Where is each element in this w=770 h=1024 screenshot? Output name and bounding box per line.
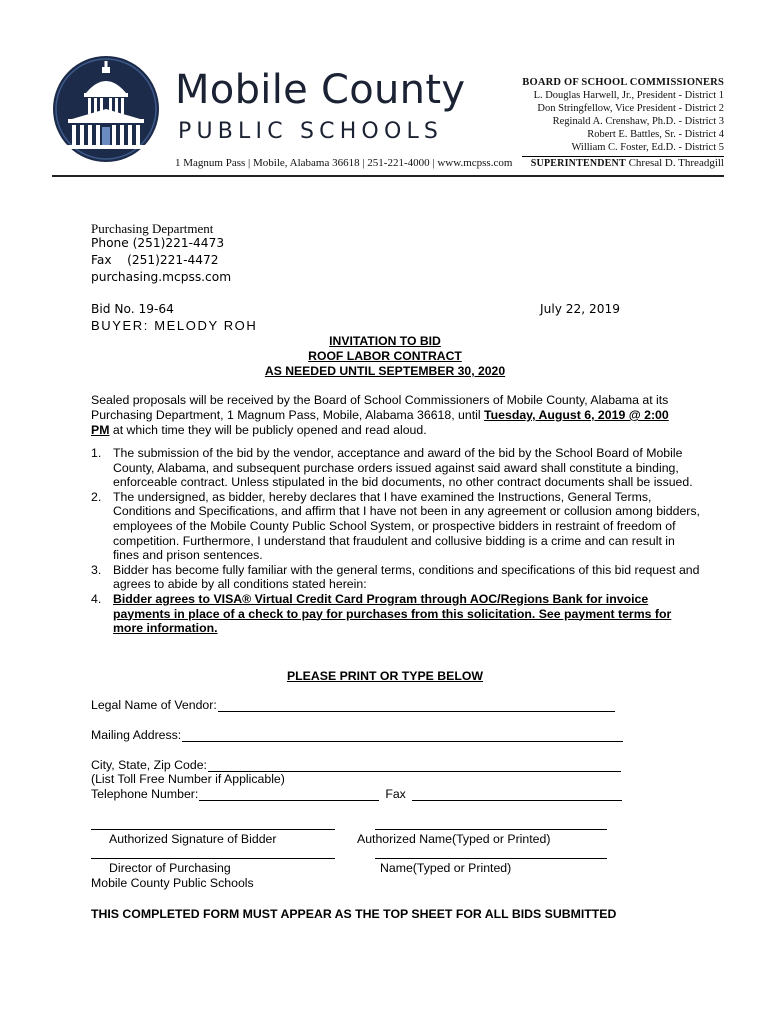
letterhead-divider	[52, 175, 724, 177]
term-item	[91, 562, 703, 592]
mcpss-capitol-logo	[52, 55, 160, 163]
term-text: Bidder agrees to VISA® Virtual Credit Card Program through AOC/Regions Bank for invoice payments in place of a check to pay for purchases from this solicitation. See payment terms for more information.	[113, 591, 672, 636]
mailing-address-label: Mailing Address:	[91, 728, 182, 742]
fax-field[interactable]	[412, 788, 622, 801]
term-text: The submission of the bid by the vendor, acceptance and award of the bid by the School Board of Mobile County, Alabama, and subsequent purchase orders issued against said award shall constitute a binding, enforceable contract. Unless stipulated in the bid documents, no other contract documents shall be issued.	[113, 446, 693, 490]
bid-number: Bid No. 19-64	[91, 302, 174, 316]
director-title: Director of Purchasing	[109, 861, 231, 875]
term-text: The undersigned, as bidder, hereby declares that I have examined the Instructions, General Terms, Conditions and Specifications, and affirm that I have not been in any agreement or collusion among bidders, employees of the Mobile County Public School System, or prospective bidders in restraint of freedom of competition. Furthermore, I understand that fraudulent and collusive bidding is a crime and can result in fines and prison sentences.	[113, 489, 700, 563]
authorized-signature-label: Authorized Signature of Bidder	[109, 832, 277, 846]
title-line: INVITATION TO BID	[329, 334, 441, 348]
director-signature-line	[91, 858, 335, 859]
terms-list	[91, 446, 703, 636]
city-state-zip-label: City, State, Zip Code:	[91, 758, 207, 772]
term-item	[91, 591, 703, 636]
superintendent-name: Chresal D. Threadgill	[628, 157, 724, 169]
legal-name-row	[91, 698, 615, 712]
authorized-name-line[interactable]	[375, 829, 607, 830]
bid-date: July 22, 2019	[540, 302, 621, 316]
term-text: Bidder has become fully familiar with the general terms, conditions and specifications of this bid request and agrees to abide by all conditions stated herein:	[113, 562, 700, 592]
term-number: 2.	[91, 489, 102, 504]
phone-fax-row	[91, 787, 622, 801]
telephone-label: Telephone Number:	[91, 787, 199, 801]
intro-text: Sealed proposals will be received by the Board of School Commissioners of Mobile County, Alabama at its Purchasing Department, 1 Magnum Pass, Mobile, Alabama 36618, until	[91, 393, 669, 422]
term-number: 4.	[91, 591, 102, 606]
board-member: Don Stringfellow, Vice President - District 2	[537, 103, 724, 114]
letterhead-address: 1 Magnum Pass | Mobile, Alabama 36618 | 251-221-4000 | www.mcpss.com	[175, 157, 513, 169]
intro-tail: at which time they will be publicly opened and read aloud.	[109, 423, 427, 437]
board-member: Robert E. Battles, Sr. - District 4	[587, 129, 724, 140]
superintendent-label: SUPERINTENDENT	[530, 158, 626, 169]
city-row	[91, 758, 621, 772]
intro-paragraph	[91, 393, 681, 438]
legal-name-label: Legal Name of Vendor:	[91, 698, 217, 712]
board-member: William C. Foster, Ed.D. - District 5	[571, 142, 724, 153]
term-number: 3.	[91, 562, 102, 577]
school-system-subname: PUBLIC SCHOOLS	[178, 119, 444, 144]
fax-number: Fax (251)221-4472	[91, 253, 219, 267]
purchasing-website: purchasing.mcpss.com	[91, 270, 232, 284]
title-line: ROOF LABOR CONTRACT	[308, 349, 462, 363]
director-name-line	[375, 858, 607, 859]
authorized-signature-line[interactable]	[91, 829, 335, 830]
title-line: AS NEEDED UNTIL SEPTEMBER 30, 2020	[264, 364, 506, 378]
director-name-label: Name(Typed or Printed)	[380, 861, 512, 875]
board-member: Reginald A. Crenshaw, Ph.D. - District 3	[552, 116, 724, 127]
telephone-field[interactable]	[199, 788, 379, 801]
mailing-row	[91, 728, 623, 742]
city-state-zip-field[interactable]	[208, 759, 621, 772]
board-of-commissioners	[522, 76, 724, 157]
top-sheet-notice: THIS COMPLETED FORM MUST APPEAR AS THE TOP SHEET FOR ALL BIDS SUBMITTED	[91, 907, 617, 921]
term-number: 1.	[91, 446, 102, 460]
fax-label: Fax	[385, 787, 406, 801]
authorized-name-label: Authorized Name(Typed or Printed)	[357, 832, 551, 846]
phone-number: Phone (251)221-4473	[91, 236, 225, 250]
superintendent	[531, 157, 724, 169]
board-member: L. Douglas Harwell, Jr., President - District 1	[533, 90, 724, 101]
school-system-name: Mobile County	[175, 67, 466, 113]
director-organization: Mobile County Public Schools	[91, 876, 254, 890]
bid-deadline: Tuesday, August 6, 2019 @ 2:00 PM	[91, 408, 669, 437]
invitation-title	[91, 334, 679, 379]
board-title: BOARD OF SCHOOL COMMISSIONERS	[522, 77, 724, 88]
term-item	[91, 489, 703, 563]
term-item	[91, 446, 703, 490]
legal-name-field[interactable]	[218, 699, 615, 712]
toll-free-note: (List Toll Free Number if Applicable)	[91, 772, 285, 786]
buyer-name: BUYER: MELODY ROH	[91, 318, 258, 333]
mailing-address-field[interactable]	[182, 729, 623, 742]
print-header: PLEASE PRINT OR TYPE BELOW	[286, 669, 484, 683]
purchasing-department: Purchasing Department	[91, 221, 214, 236]
